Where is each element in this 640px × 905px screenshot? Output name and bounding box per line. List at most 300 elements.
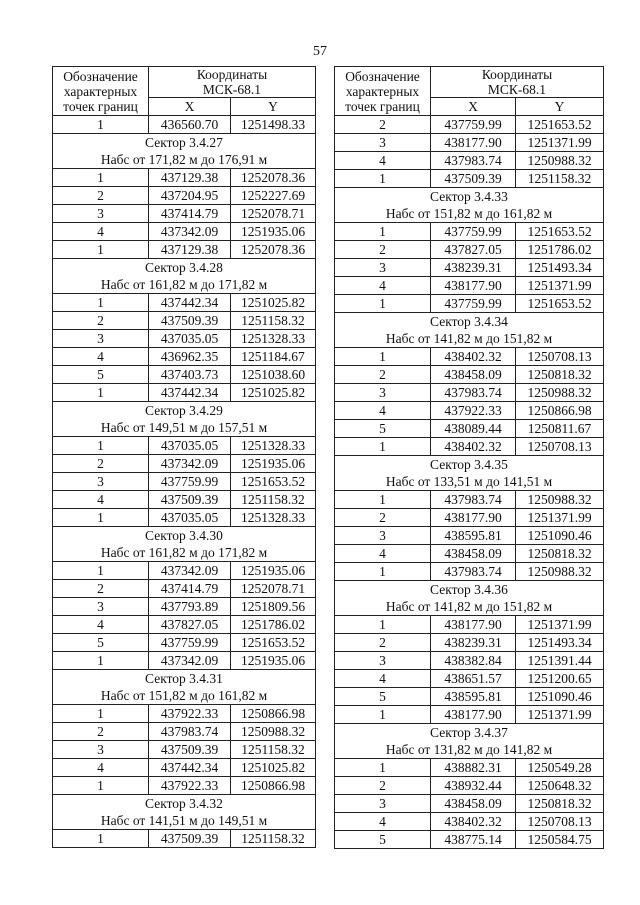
point-number: 1 <box>335 616 431 634</box>
table-row <box>53 205 316 223</box>
coord-x: 437827.05 <box>149 616 231 634</box>
coord-x: 437759.99 <box>431 295 516 313</box>
point-number: 1 <box>53 777 149 795</box>
coord-x: 437342.09 <box>149 223 231 241</box>
coord-y: 1250866.98 <box>516 402 604 420</box>
point-number: 4 <box>53 491 149 509</box>
coord-y: 1252078.36 <box>231 241 316 259</box>
coord-x: 438458.09 <box>431 366 516 384</box>
point-number: 2 <box>53 312 149 330</box>
sector-height-range: Набс от 141,51 м до 149,51 м <box>53 812 316 830</box>
coord-y: 1251158.32 <box>231 830 316 848</box>
coord-y: 1251371.99 <box>516 134 604 152</box>
table-row <box>335 438 604 456</box>
coord-x: 437983.74 <box>431 152 516 170</box>
coord-x: 437759.99 <box>149 473 231 491</box>
point-number: 1 <box>335 348 431 366</box>
sector-height-row <box>335 473 604 491</box>
sector-title: Сектор 3.4.32 <box>53 795 316 813</box>
sector-height-range: Набс от 161,82 м до 171,82 м <box>53 544 316 562</box>
point-number: 4 <box>53 616 149 634</box>
table-row <box>335 223 604 241</box>
point-number: 2 <box>53 580 149 598</box>
point-number: 3 <box>335 527 431 545</box>
coord-y: 1250988.32 <box>516 563 604 581</box>
sector-title-row <box>335 581 604 599</box>
sector-height-row <box>53 687 316 705</box>
table-row <box>53 473 316 491</box>
sector-title: Сектор 3.4.36 <box>335 581 604 599</box>
coord-y: 1252078.71 <box>231 580 316 598</box>
table-row <box>335 241 604 259</box>
sector-height-range: Набс от 171,82 м до 176,91 м <box>53 151 316 169</box>
point-number: 1 <box>335 563 431 581</box>
table-body <box>53 116 316 848</box>
point-number: 3 <box>335 384 431 402</box>
table-row <box>335 545 604 563</box>
sector-title-row <box>53 527 316 545</box>
point-number: 1 <box>53 241 149 259</box>
coord-y: 1251653.52 <box>231 634 316 652</box>
coord-x: 436560.70 <box>149 116 231 134</box>
table-row <box>335 491 604 509</box>
table-row <box>53 705 316 723</box>
sector-title-row <box>335 724 604 742</box>
point-number: 1 <box>335 706 431 724</box>
table-row <box>53 169 316 187</box>
table-row <box>335 295 604 313</box>
coord-x: 438775.14 <box>431 831 516 849</box>
sector-title-row <box>53 670 316 688</box>
point-number: 2 <box>53 187 149 205</box>
coord-x: 437129.38 <box>149 241 231 259</box>
coord-y: 1251158.32 <box>231 312 316 330</box>
table-row <box>53 777 316 795</box>
point-number: 1 <box>335 491 431 509</box>
coord-y: 1251025.82 <box>231 759 316 777</box>
coord-y: 1250818.32 <box>516 545 604 563</box>
coord-y: 1251498.33 <box>231 116 316 134</box>
point-number: 3 <box>335 134 431 152</box>
coord-y: 1252078.36 <box>231 169 316 187</box>
coord-y: 1251391.44 <box>516 652 604 670</box>
table-row <box>335 831 604 849</box>
header-label-line: Обозначение <box>345 68 420 84</box>
sector-title: Сектор 3.4.28 <box>53 259 316 277</box>
coord-x: 437983.74 <box>149 723 231 741</box>
sector-title: Сектор 3.4.34 <box>335 313 604 331</box>
point-number: 1 <box>53 169 149 187</box>
coord-x: 438177.90 <box>431 134 516 152</box>
sector-title-row <box>53 134 316 152</box>
coord-x: 437035.05 <box>149 509 231 527</box>
table-row <box>335 384 604 402</box>
coord-x: 438932.44 <box>431 777 516 795</box>
point-number: 1 <box>53 384 149 402</box>
coord-y: 1250988.32 <box>231 723 316 741</box>
coord-x: 437442.34 <box>149 759 231 777</box>
point-number: 5 <box>53 634 149 652</box>
coord-y: 1250708.13 <box>516 348 604 366</box>
header-coordinates <box>431 67 604 98</box>
header-point-label <box>335 67 431 116</box>
table-row <box>335 152 604 170</box>
coord-x: 438595.81 <box>431 527 516 545</box>
point-number: 1 <box>335 759 431 777</box>
coord-x: 438177.90 <box>431 706 516 724</box>
sector-height-row <box>335 741 604 759</box>
coord-x: 437035.05 <box>149 330 231 348</box>
sector-title: Сектор 3.4.27 <box>53 134 316 152</box>
sector-title: Сектор 3.4.30 <box>53 527 316 545</box>
point-number: 2 <box>53 723 149 741</box>
coord-y: 1251158.32 <box>516 170 604 188</box>
coord-x: 438595.81 <box>431 688 516 706</box>
sector-title: Сектор 3.4.33 <box>335 188 604 206</box>
coord-y: 1250648.32 <box>516 777 604 795</box>
coord-y: 1251025.82 <box>231 294 316 312</box>
table-row <box>335 170 604 188</box>
sector-height-row <box>335 330 604 348</box>
point-number: 2 <box>53 455 149 473</box>
coord-x: 437983.74 <box>431 491 516 509</box>
header-label-line: Обозначение <box>63 68 138 84</box>
point-number: 2 <box>335 366 431 384</box>
point-number: 1 <box>53 705 149 723</box>
point-number: 1 <box>335 223 431 241</box>
coord-y: 1251653.52 <box>231 473 316 491</box>
coord-x: 438458.09 <box>431 795 516 813</box>
coord-y: 1252227.69 <box>231 187 316 205</box>
table-row <box>53 830 316 848</box>
table-row <box>53 312 316 330</box>
header-label-line: точек границ <box>345 98 420 114</box>
coord-y: 1251371.99 <box>516 277 604 295</box>
table-row <box>53 241 316 259</box>
coord-y: 1250866.98 <box>231 777 316 795</box>
coord-y: 1250549.28 <box>516 759 604 777</box>
sector-height-row <box>53 151 316 169</box>
sector-height-row <box>53 419 316 437</box>
coord-y: 1251090.46 <box>516 688 604 706</box>
sector-title-row <box>53 259 316 277</box>
table-row <box>53 723 316 741</box>
coord-y: 1250811.67 <box>516 420 604 438</box>
coord-y: 1251786.02 <box>516 241 604 259</box>
coord-y: 1251090.46 <box>516 527 604 545</box>
coord-x: 437509.39 <box>149 491 231 509</box>
point-number: 2 <box>335 241 431 259</box>
table-row <box>53 634 316 652</box>
table-row <box>53 652 316 670</box>
header-coords-line: МСК-68.1 <box>487 82 547 97</box>
coord-y: 1251935.06 <box>231 223 316 241</box>
coord-y: 1251371.99 <box>516 509 604 527</box>
coord-y: 1251653.52 <box>516 116 604 134</box>
point-number: 2 <box>335 777 431 795</box>
point-number: 2 <box>335 509 431 527</box>
coord-y: 1250584.75 <box>516 831 604 849</box>
point-number: 5 <box>335 420 431 438</box>
point-number: 3 <box>53 205 149 223</box>
table-row <box>335 527 604 545</box>
coord-y: 1251025.82 <box>231 384 316 402</box>
coord-y: 1250988.32 <box>516 491 604 509</box>
coord-x: 437983.74 <box>431 384 516 402</box>
point-number: 1 <box>335 438 431 456</box>
table-row <box>335 759 604 777</box>
point-number: 4 <box>53 223 149 241</box>
table-row <box>335 706 604 724</box>
header-y: Y <box>231 98 316 116</box>
table-row <box>53 759 316 777</box>
point-number: 1 <box>53 830 149 848</box>
coord-y: 1251328.33 <box>231 330 316 348</box>
point-number: 1 <box>53 116 149 134</box>
coord-x: 437035.05 <box>149 437 231 455</box>
coord-x: 437509.39 <box>149 741 231 759</box>
point-number: 3 <box>53 741 149 759</box>
sector-title-row <box>53 795 316 813</box>
point-number: 3 <box>335 795 431 813</box>
coord-x: 437342.09 <box>149 562 231 580</box>
table-row <box>53 616 316 634</box>
table-row <box>335 348 604 366</box>
table-row <box>53 348 316 366</box>
coord-y: 1250988.32 <box>516 152 604 170</box>
coord-y: 1250708.13 <box>516 438 604 456</box>
table-row <box>53 491 316 509</box>
table-body <box>335 116 604 849</box>
coord-y: 1251158.32 <box>231 491 316 509</box>
sector-height-row <box>53 276 316 294</box>
coord-y: 1251371.99 <box>516 616 604 634</box>
coord-x: 437342.09 <box>149 652 231 670</box>
header-coordinates <box>149 67 316 98</box>
table-row <box>335 634 604 652</box>
point-number: 4 <box>335 545 431 563</box>
point-number: 5 <box>53 366 149 384</box>
point-number: 1 <box>335 170 431 188</box>
table-row <box>53 580 316 598</box>
sector-title: Сектор 3.4.31 <box>53 670 316 688</box>
coord-x: 438402.32 <box>431 438 516 456</box>
sector-height-range: Набс от 131,82 м до 141,82 м <box>335 741 604 759</box>
table-row <box>335 366 604 384</box>
coord-x: 437509.39 <box>149 312 231 330</box>
header-coords-line: Координаты <box>481 67 553 82</box>
sector-title-row <box>335 456 604 474</box>
sector-height-range: Набс от 133,51 м до 141,51 м <box>335 473 604 491</box>
coord-x: 437509.39 <box>149 830 231 848</box>
point-number: 1 <box>53 294 149 312</box>
point-number: 3 <box>53 330 149 348</box>
point-number: 1 <box>53 652 149 670</box>
table-row <box>53 187 316 205</box>
table-row <box>53 294 316 312</box>
table-row <box>335 116 604 134</box>
table-row <box>335 795 604 813</box>
coord-y: 1251653.52 <box>516 295 604 313</box>
point-number: 4 <box>335 277 431 295</box>
header-label-line: характерных <box>345 83 420 99</box>
table-row <box>53 562 316 580</box>
coord-x: 437414.79 <box>149 205 231 223</box>
coord-y: 1252078.71 <box>231 205 316 223</box>
table-row <box>53 330 316 348</box>
header-x: X <box>431 98 516 116</box>
coord-x: 438177.90 <box>431 616 516 634</box>
header-point-label <box>53 67 149 116</box>
coord-y: 1251809.56 <box>231 598 316 616</box>
coord-x: 437759.99 <box>149 634 231 652</box>
table-row <box>335 277 604 295</box>
coord-y: 1250988.32 <box>516 384 604 402</box>
point-number: 1 <box>335 295 431 313</box>
point-number: 1 <box>53 437 149 455</box>
coord-y: 1251184.67 <box>231 348 316 366</box>
coordinates-table-right <box>334 66 604 849</box>
table-row <box>335 259 604 277</box>
point-number: 4 <box>335 402 431 420</box>
sector-height-range: Набс от 151,82 м до 161,82 м <box>53 687 316 705</box>
sector-height-range: Набс от 149,51 м до 157,51 м <box>53 419 316 437</box>
table-row <box>335 670 604 688</box>
point-number: 4 <box>53 759 149 777</box>
point-number: 3 <box>53 598 149 616</box>
coord-y: 1251371.99 <box>516 706 604 724</box>
sector-height-range: Набс от 141,82 м до 151,82 м <box>335 330 604 348</box>
coord-x: 437342.09 <box>149 455 231 473</box>
coord-x: 437922.33 <box>149 777 231 795</box>
coord-x: 438402.32 <box>431 813 516 831</box>
header-coords-line: Координаты <box>196 67 268 82</box>
sector-height-range: Набс от 141,82 м до 151,82 м <box>335 598 604 616</box>
point-number: 5 <box>335 688 431 706</box>
coord-y: 1251328.33 <box>231 437 316 455</box>
coord-x: 438239.31 <box>431 259 516 277</box>
table-row <box>53 366 316 384</box>
table-row <box>335 777 604 795</box>
point-number: 5 <box>335 831 431 849</box>
coord-x: 437827.05 <box>431 241 516 259</box>
sector-height-row <box>335 205 604 223</box>
point-number: 4 <box>335 670 431 688</box>
point-number: 2 <box>335 634 431 652</box>
sector-height-range: Набс от 161,82 м до 171,82 м <box>53 276 316 294</box>
sector-title: Сектор 3.4.29 <box>53 402 316 420</box>
coord-x: 438089.44 <box>431 420 516 438</box>
table-row <box>335 813 604 831</box>
table-row <box>53 384 316 402</box>
point-number: 4 <box>335 813 431 831</box>
coord-x: 438651.57 <box>431 670 516 688</box>
table-row <box>53 223 316 241</box>
table-row <box>335 509 604 527</box>
coord-y: 1250866.98 <box>231 705 316 723</box>
coord-x: 437403.73 <box>149 366 231 384</box>
sector-title: Сектор 3.4.37 <box>335 724 604 742</box>
coord-x: 436962.35 <box>149 348 231 366</box>
sector-title: Сектор 3.4.35 <box>335 456 604 474</box>
coord-x: 437414.79 <box>149 580 231 598</box>
coord-y: 1251493.34 <box>516 259 604 277</box>
coord-x: 438882.31 <box>431 759 516 777</box>
coord-x: 438239.31 <box>431 634 516 652</box>
table-row <box>53 741 316 759</box>
point-number: 4 <box>53 348 149 366</box>
table-row <box>53 455 316 473</box>
coord-y: 1251653.52 <box>516 223 604 241</box>
coord-x: 437922.33 <box>431 402 516 420</box>
sector-title-row <box>335 188 604 206</box>
coord-x: 438177.90 <box>431 509 516 527</box>
coord-y: 1250818.32 <box>516 795 604 813</box>
table-row <box>335 616 604 634</box>
coord-y: 1251328.33 <box>231 509 316 527</box>
coord-y: 1250708.13 <box>516 813 604 831</box>
table-row <box>335 420 604 438</box>
coord-x: 437204.95 <box>149 187 231 205</box>
point-number: 2 <box>335 116 431 134</box>
point-number: 3 <box>53 473 149 491</box>
table-row <box>53 116 316 134</box>
coord-y: 1250818.32 <box>516 366 604 384</box>
sector-height-range: Набс от 151,82 м до 161,82 м <box>335 205 604 223</box>
sector-title-row <box>53 402 316 420</box>
coord-x: 438382.84 <box>431 652 516 670</box>
header-coords-line: МСК-68.1 <box>202 82 262 97</box>
sector-title-row <box>335 313 604 331</box>
point-number: 1 <box>53 509 149 527</box>
coord-x: 438177.90 <box>431 277 516 295</box>
coord-x: 437983.74 <box>431 563 516 581</box>
table-row <box>335 652 604 670</box>
coord-x: 437129.38 <box>149 169 231 187</box>
table-row <box>335 688 604 706</box>
header-x: X <box>149 98 231 116</box>
coord-y: 1251200.65 <box>516 670 604 688</box>
table-row <box>53 437 316 455</box>
coord-x: 437759.99 <box>431 223 516 241</box>
coord-x: 437442.34 <box>149 294 231 312</box>
point-number: 3 <box>335 259 431 277</box>
coord-y: 1251935.06 <box>231 652 316 670</box>
header-label-line: характерных <box>63 83 138 99</box>
table-row <box>53 509 316 527</box>
coord-x: 438402.32 <box>431 348 516 366</box>
coord-x: 437442.34 <box>149 384 231 402</box>
coord-y: 1251786.02 <box>231 616 316 634</box>
sector-height-row <box>53 544 316 562</box>
point-number: 3 <box>335 652 431 670</box>
header-label-line: точек границ <box>63 98 138 114</box>
table-row <box>53 598 316 616</box>
table-row <box>335 563 604 581</box>
coord-x: 437759.99 <box>431 116 516 134</box>
table-row <box>335 402 604 420</box>
sector-height-row <box>53 812 316 830</box>
coord-y: 1251493.34 <box>516 634 604 652</box>
point-number: 1 <box>53 562 149 580</box>
coord-y: 1251158.32 <box>231 741 316 759</box>
coordinates-table-left <box>52 66 316 848</box>
coord-x: 438458.09 <box>431 545 516 563</box>
header-y: Y <box>516 98 604 116</box>
coord-x: 437793.89 <box>149 598 231 616</box>
coord-y: 1251935.06 <box>231 455 316 473</box>
coord-x: 437922.33 <box>149 705 231 723</box>
